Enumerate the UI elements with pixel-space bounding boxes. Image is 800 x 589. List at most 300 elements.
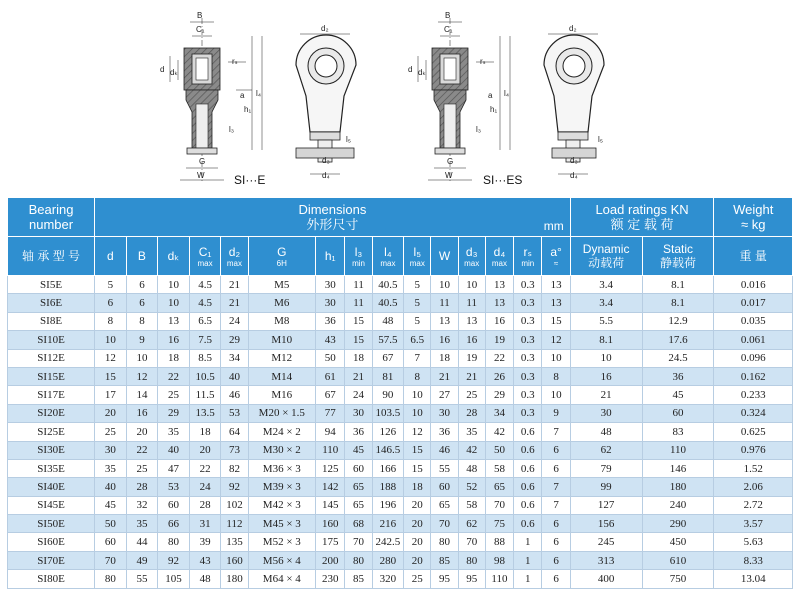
table-cell: 22 bbox=[485, 349, 513, 367]
table-cell: 15 bbox=[95, 367, 127, 385]
table-cell: 45 bbox=[95, 496, 127, 514]
weight-unit: ≈ kg bbox=[740, 217, 766, 232]
table-cell: 10 bbox=[126, 349, 158, 367]
table-cell: 39 bbox=[189, 533, 221, 551]
table-cell: 8.1 bbox=[642, 276, 714, 294]
table-cell: 64 bbox=[221, 423, 248, 441]
table-cell: 13.5 bbox=[189, 404, 221, 422]
table-cell: 18 bbox=[431, 349, 458, 367]
table-cell: 25 bbox=[158, 386, 190, 404]
table-cell: 62 bbox=[570, 441, 642, 459]
table-cell: M42 × 3 bbox=[248, 496, 316, 514]
table-cell: 13 bbox=[542, 294, 570, 312]
table-cell: 12 bbox=[95, 349, 127, 367]
table-cell: 127 bbox=[570, 496, 642, 514]
table-cell: 17 bbox=[95, 386, 127, 404]
table-cell: 83 bbox=[642, 423, 714, 441]
table-cell: 80 bbox=[458, 551, 485, 569]
table-cell: 20 bbox=[404, 515, 431, 533]
table-cell: 29 bbox=[158, 404, 190, 422]
table-cell: 10.5 bbox=[189, 367, 221, 385]
col-header-B: B bbox=[126, 237, 158, 276]
table-cell: 92 bbox=[221, 478, 248, 496]
table-cell: 5 bbox=[95, 276, 127, 294]
table-cell: 180 bbox=[642, 478, 714, 496]
table-cell: 610 bbox=[642, 551, 714, 569]
table-cell: 66 bbox=[158, 515, 190, 533]
table-cell: 10 bbox=[542, 386, 570, 404]
table-cell: 146.5 bbox=[372, 441, 404, 459]
dim-l5-label-right: l₅ bbox=[598, 135, 603, 144]
dim-C1-label-right: C₁ bbox=[444, 25, 453, 34]
table-cell: 32 bbox=[126, 496, 158, 514]
table-cell: M14 bbox=[248, 367, 316, 385]
table-cell: 146 bbox=[642, 459, 714, 477]
table-cell: 12 bbox=[542, 331, 570, 349]
table-cell: 67 bbox=[372, 349, 404, 367]
table-cell: 0.3 bbox=[514, 367, 542, 385]
table-cell: 43 bbox=[316, 331, 345, 349]
table-cell: 0.3 bbox=[514, 404, 542, 422]
table-cell: 48 bbox=[458, 459, 485, 477]
table-cell: 188 bbox=[372, 478, 404, 496]
left-section-view bbox=[160, 11, 262, 182]
table-cell: 45 bbox=[345, 441, 372, 459]
col-header-dk: dₖ bbox=[158, 237, 190, 276]
col-header-l4: l₄ max bbox=[372, 237, 404, 276]
table-cell: 30 bbox=[316, 294, 345, 312]
table-cell: 50 bbox=[316, 349, 345, 367]
table-cell: 13.04 bbox=[714, 570, 793, 588]
table-cell: 19 bbox=[485, 331, 513, 349]
table-cell: 90 bbox=[372, 386, 404, 404]
table-cell: 60 bbox=[95, 533, 127, 551]
table-cell: 21 bbox=[570, 386, 642, 404]
col-header-d3: d₃ max bbox=[458, 237, 485, 276]
table-cell: 242.5 bbox=[372, 533, 404, 551]
table-cell: 8.1 bbox=[570, 331, 642, 349]
table-cell: 16 bbox=[570, 367, 642, 385]
left-caption: SI···E bbox=[234, 173, 266, 187]
table-row bbox=[8, 331, 793, 349]
dim-G-label: G bbox=[199, 157, 206, 166]
table-cell: 30 bbox=[95, 441, 127, 459]
table-cell: 9 bbox=[542, 404, 570, 422]
dim-G-label-right: G bbox=[447, 157, 454, 166]
dim-dk-label: dₖ bbox=[170, 68, 178, 77]
table-cell: 21 bbox=[221, 294, 248, 312]
table-cell: 14 bbox=[126, 386, 158, 404]
table-cell: 35 bbox=[126, 515, 158, 533]
table-cell: 82 bbox=[221, 459, 248, 477]
table-cell: 42 bbox=[485, 423, 513, 441]
col-header-W: W bbox=[431, 237, 458, 276]
bearing-number-cell: SI20E bbox=[8, 404, 95, 422]
table-cell: 77 bbox=[316, 404, 345, 422]
table-cell: 126 bbox=[372, 423, 404, 441]
table-row bbox=[8, 496, 793, 514]
load-ratings-en: Load ratings KN bbox=[595, 202, 689, 217]
table-cell: 13 bbox=[158, 312, 190, 330]
table-row bbox=[8, 294, 793, 312]
table-cell: 46 bbox=[221, 386, 248, 404]
table-cell: 1.52 bbox=[714, 459, 793, 477]
table-cell: M30 × 2 bbox=[248, 441, 316, 459]
table-cell: M8 bbox=[248, 312, 316, 330]
table-row bbox=[8, 441, 793, 459]
col-header-C1: C₁ max bbox=[189, 237, 221, 276]
table-cell: 24 bbox=[221, 312, 248, 330]
table-cell: 112 bbox=[221, 515, 248, 533]
table-cell: 25 bbox=[126, 459, 158, 477]
table-cell: 0.016 bbox=[714, 276, 793, 294]
dim-h1-label: h₁ bbox=[244, 105, 252, 114]
dim-h1-label-right: h₁ bbox=[490, 105, 498, 114]
table-cell: M6 bbox=[248, 294, 316, 312]
table-cell: 94 bbox=[316, 423, 345, 441]
table-cell: 20 bbox=[404, 496, 431, 514]
table-cell: 0.017 bbox=[714, 294, 793, 312]
table-cell: 5 bbox=[404, 312, 431, 330]
bearing-number-cell: SI5E bbox=[8, 276, 95, 294]
table-cell: 61 bbox=[316, 367, 345, 385]
bearing-number-cn-header bbox=[8, 237, 95, 276]
table-row bbox=[8, 570, 793, 588]
table-cell: 0.6 bbox=[514, 441, 542, 459]
table-cell: 30 bbox=[316, 276, 345, 294]
table-cell: 0.233 bbox=[714, 386, 793, 404]
table-cell: 280 bbox=[372, 551, 404, 569]
table-cell: 0.3 bbox=[514, 331, 542, 349]
table-cell: 65 bbox=[345, 478, 372, 496]
table-cell: 26 bbox=[485, 367, 513, 385]
table-cell: 0.096 bbox=[714, 349, 793, 367]
col-header-l5: l₅ max bbox=[404, 237, 431, 276]
col-header-a: a° ≈ bbox=[542, 237, 570, 276]
table-cell: 28 bbox=[458, 404, 485, 422]
table-cell: 6.5 bbox=[189, 312, 221, 330]
table-cell: 40 bbox=[221, 367, 248, 385]
table-cell: 10 bbox=[404, 404, 431, 422]
table-cell: 10 bbox=[95, 331, 127, 349]
table-row bbox=[8, 551, 793, 569]
table-cell: 55 bbox=[126, 570, 158, 588]
table-cell: 22 bbox=[126, 441, 158, 459]
table-cell: 15 bbox=[404, 459, 431, 477]
table-cell: 9 bbox=[126, 331, 158, 349]
table-cell: 0.3 bbox=[514, 349, 542, 367]
table-cell: 8 bbox=[126, 312, 158, 330]
table-cell: 28 bbox=[126, 478, 158, 496]
table-cell: 110 bbox=[642, 441, 714, 459]
table-cell: 21 bbox=[431, 367, 458, 385]
table-cell: 80 bbox=[345, 551, 372, 569]
table-cell: 5.5 bbox=[570, 312, 642, 330]
table-row bbox=[8, 404, 793, 422]
table-cell: 0.061 bbox=[714, 331, 793, 349]
table-row bbox=[8, 349, 793, 367]
table-cell: 0.324 bbox=[714, 404, 793, 422]
table-cell: 12 bbox=[126, 367, 158, 385]
table-cell: 60 bbox=[642, 404, 714, 422]
table-cell: 13 bbox=[458, 312, 485, 330]
table-cell: 53 bbox=[158, 478, 190, 496]
col-header-dynamic: Dynamic 动载荷 bbox=[570, 237, 642, 276]
table-cell: 110 bbox=[316, 441, 345, 459]
dim-d3-label-right: d₃ bbox=[570, 156, 578, 165]
table-cell: 65 bbox=[431, 496, 458, 514]
table-cell: 0.035 bbox=[714, 312, 793, 330]
table-cell: 20 bbox=[95, 404, 127, 422]
table-cell: 15 bbox=[345, 331, 372, 349]
table-cell: 28 bbox=[189, 496, 221, 514]
table-cell: 7 bbox=[542, 478, 570, 496]
table-cell: 175 bbox=[316, 533, 345, 551]
dim-a-label-right: a bbox=[488, 91, 493, 100]
specification-table bbox=[7, 197, 793, 589]
table-cell: 6 bbox=[542, 459, 570, 477]
table-cell: 15 bbox=[542, 312, 570, 330]
table-cell: 19 bbox=[458, 349, 485, 367]
dim-d2-label: d₂ bbox=[321, 24, 329, 33]
table-cell: M64 × 4 bbox=[248, 570, 316, 588]
table-cell: 290 bbox=[642, 515, 714, 533]
table-cell: 16 bbox=[485, 312, 513, 330]
dim-rs-label-right: rₛ bbox=[480, 57, 486, 66]
table-cell: 50 bbox=[485, 441, 513, 459]
table-cell: 20 bbox=[404, 533, 431, 551]
table-cell: 11 bbox=[345, 276, 372, 294]
table-cell: 24 bbox=[345, 386, 372, 404]
table-cell: 81 bbox=[372, 367, 404, 385]
table-cell: 6 bbox=[542, 533, 570, 551]
table-cell: 13 bbox=[485, 276, 513, 294]
table-cell: 7 bbox=[404, 349, 431, 367]
bearing-number-cell: SI30E bbox=[8, 441, 95, 459]
table-cell: 6 bbox=[542, 570, 570, 588]
bearing-number-header bbox=[8, 198, 95, 237]
dim-d-label: d bbox=[160, 65, 165, 74]
table-cell: 57.5 bbox=[372, 331, 404, 349]
table-cell: 180 bbox=[221, 570, 248, 588]
table-cell: 0.6 bbox=[514, 478, 542, 496]
table-cell: 0.3 bbox=[514, 276, 542, 294]
table-cell: 0.6 bbox=[514, 459, 542, 477]
table-cell: 36 bbox=[345, 423, 372, 441]
table-cell: 92 bbox=[158, 551, 190, 569]
table-cell: 196 bbox=[372, 496, 404, 514]
dimensions-en: Dimensions bbox=[298, 202, 367, 217]
table-cell: 10 bbox=[570, 349, 642, 367]
table-cell: 31 bbox=[189, 515, 221, 533]
table-cell: 216 bbox=[372, 515, 404, 533]
table-cell: 53 bbox=[221, 404, 248, 422]
table-row bbox=[8, 515, 793, 533]
col-header-d2: d₂ max bbox=[221, 237, 248, 276]
table-cell: 450 bbox=[642, 533, 714, 551]
table-cell: 230 bbox=[316, 570, 345, 588]
table-body bbox=[8, 276, 793, 589]
table-cell: M52 × 3 bbox=[248, 533, 316, 551]
table-cell: 25 bbox=[404, 570, 431, 588]
table-cell: 58 bbox=[458, 496, 485, 514]
right-section-view bbox=[408, 11, 510, 182]
table-row bbox=[8, 423, 793, 441]
table-cell: 88 bbox=[485, 533, 513, 551]
table-cell: 49 bbox=[126, 551, 158, 569]
table-cell: 156 bbox=[570, 515, 642, 533]
table-cell: 0.6 bbox=[514, 515, 542, 533]
table-cell: 20 bbox=[126, 423, 158, 441]
table-cell: 11 bbox=[458, 294, 485, 312]
table-cell: 75 bbox=[485, 515, 513, 533]
dim-W-label-right: W bbox=[445, 171, 453, 180]
table-cell: 36 bbox=[316, 312, 345, 330]
bearing-number-cell: SI45E bbox=[8, 496, 95, 514]
table-cell: 2.06 bbox=[714, 478, 793, 496]
table-cell: 0.3 bbox=[514, 386, 542, 404]
table-cell: M16 bbox=[248, 386, 316, 404]
table-cell: 6 bbox=[542, 515, 570, 533]
table-cell: M39 × 3 bbox=[248, 478, 316, 496]
table-cell: 10 bbox=[431, 276, 458, 294]
table-cell: 50 bbox=[95, 515, 127, 533]
table-cell: 13 bbox=[485, 294, 513, 312]
col-header-G: G 6H bbox=[248, 237, 316, 276]
dim-l4-label-right: l₄ bbox=[504, 89, 510, 98]
table-cell: 5 bbox=[404, 294, 431, 312]
table-cell: 16 bbox=[158, 331, 190, 349]
table-cell: 40 bbox=[95, 478, 127, 496]
table-cell: 12 bbox=[404, 423, 431, 441]
table-cell: 70 bbox=[345, 533, 372, 551]
weight-en: Weight bbox=[733, 202, 774, 217]
table-cell: 85 bbox=[345, 570, 372, 588]
table-cell: 47 bbox=[158, 459, 190, 477]
table-cell: 48 bbox=[570, 423, 642, 441]
rod-end-drawings bbox=[0, 0, 800, 195]
table-cell: 68 bbox=[345, 515, 372, 533]
table-cell: M24 × 2 bbox=[248, 423, 316, 441]
table-cell: 8.33 bbox=[714, 551, 793, 569]
table-cell: 80 bbox=[158, 533, 190, 551]
table-cell: 27 bbox=[431, 386, 458, 404]
table-cell: 18 bbox=[189, 423, 221, 441]
table-cell: 200 bbox=[316, 551, 345, 569]
table-cell: 3.4 bbox=[570, 294, 642, 312]
table-cell: 60 bbox=[431, 478, 458, 496]
table-cell: 102 bbox=[221, 496, 248, 514]
table-cell: 25 bbox=[95, 423, 127, 441]
dim-d4-label-right: d₄ bbox=[570, 171, 578, 180]
bearing-number-cell: SI8E bbox=[8, 312, 95, 330]
table-cell: M56 × 4 bbox=[248, 551, 316, 569]
table-cell: 8 bbox=[542, 367, 570, 385]
table-row bbox=[8, 459, 793, 477]
table-cell: 43 bbox=[189, 551, 221, 569]
dim-W-label: W bbox=[197, 171, 205, 180]
table-cell: 6 bbox=[542, 441, 570, 459]
table-cell: 0.625 bbox=[714, 423, 793, 441]
table-cell: 11 bbox=[345, 294, 372, 312]
col-header-d: d bbox=[95, 237, 127, 276]
dim-l4-label: l₄ bbox=[256, 89, 262, 98]
table-cell: 6 bbox=[126, 276, 158, 294]
bearing-number-cn: 轴 承 型 号 bbox=[22, 249, 81, 263]
col-header-weight-cn: 重 量 bbox=[714, 237, 793, 276]
table-cell: 22 bbox=[189, 459, 221, 477]
table-cell: 7.5 bbox=[189, 331, 221, 349]
table-cell: 36 bbox=[642, 367, 714, 385]
table-cell: 1 bbox=[514, 533, 542, 551]
table-cell: 3.57 bbox=[714, 515, 793, 533]
table-cell: 2.72 bbox=[714, 496, 793, 514]
table-cell: 142 bbox=[316, 478, 345, 496]
table-cell: 0.3 bbox=[514, 294, 542, 312]
table-cell: 85 bbox=[431, 551, 458, 569]
table-cell: 48 bbox=[189, 570, 221, 588]
table-cell: 4.5 bbox=[189, 276, 221, 294]
col-header-l3: l₃ min bbox=[345, 237, 372, 276]
bearing-number-cell: SI10E bbox=[8, 331, 95, 349]
table-cell: 40.5 bbox=[372, 276, 404, 294]
table-cell: 313 bbox=[570, 551, 642, 569]
table-cell: M45 × 3 bbox=[248, 515, 316, 533]
table-cell: 13 bbox=[431, 312, 458, 330]
bearing-number-cell: SI25E bbox=[8, 423, 95, 441]
dim-C1-label: C₁ bbox=[196, 25, 205, 34]
table-cell: 24.5 bbox=[642, 349, 714, 367]
table-row bbox=[8, 386, 793, 404]
bearing-number-cell: SI15E bbox=[8, 367, 95, 385]
bearing-number-cell: SI60E bbox=[8, 533, 95, 551]
table-cell: 10 bbox=[158, 294, 190, 312]
table-cell: 166 bbox=[372, 459, 404, 477]
table-cell: 73 bbox=[221, 441, 248, 459]
table-cell: 20 bbox=[404, 551, 431, 569]
table-cell: 5 bbox=[404, 276, 431, 294]
table-cell: 125 bbox=[316, 459, 345, 477]
table-cell: 160 bbox=[221, 551, 248, 569]
table-cell: 70 bbox=[485, 496, 513, 514]
table-cell: 62 bbox=[458, 515, 485, 533]
table-cell: 35 bbox=[158, 423, 190, 441]
table-cell: 55 bbox=[431, 459, 458, 477]
table-cell: 6 bbox=[542, 551, 570, 569]
table-cell: 18 bbox=[158, 349, 190, 367]
table-cell: 42 bbox=[458, 441, 485, 459]
table-cell: 10 bbox=[158, 276, 190, 294]
table-cell: 46 bbox=[431, 441, 458, 459]
dim-a-label: a bbox=[240, 91, 245, 100]
table-cell: 29 bbox=[485, 386, 513, 404]
table-cell: M20 × 1.5 bbox=[248, 404, 316, 422]
load-ratings-cn: 额 定 载 荷 bbox=[610, 217, 674, 232]
table-cell: 52 bbox=[458, 478, 485, 496]
bearing-number-cell: SI12E bbox=[8, 349, 95, 367]
table-cell: 15 bbox=[404, 441, 431, 459]
table-cell: 98 bbox=[485, 551, 513, 569]
table-cell: 0.3 bbox=[514, 312, 542, 330]
table-cell: 110 bbox=[485, 570, 513, 588]
dim-rs-label: rₛ bbox=[232, 57, 238, 66]
table-cell: 65 bbox=[485, 478, 513, 496]
table-cell: 135 bbox=[221, 533, 248, 551]
table-cell: 80 bbox=[95, 570, 127, 588]
table-cell: 1 bbox=[514, 551, 542, 569]
table-cell: 22 bbox=[158, 367, 190, 385]
bearing-number-cell: SI80E bbox=[8, 570, 95, 588]
